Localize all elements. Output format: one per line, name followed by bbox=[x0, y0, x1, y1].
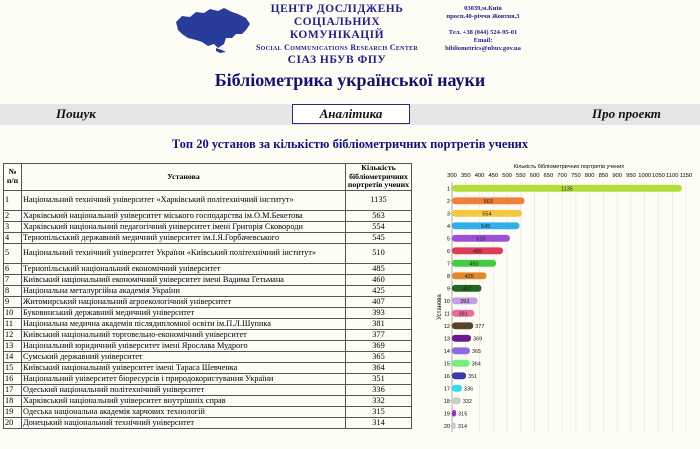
table-row bbox=[4, 190, 412, 210]
org-name-line4: СІАЗ НБУВ ФПУ bbox=[287, 54, 387, 66]
table-row bbox=[4, 274, 412, 285]
row-institution: Національний університет біоресурсів і природокористування України bbox=[22, 373, 346, 384]
page-title: Бібліометрика української науки bbox=[214, 70, 486, 90]
x-tick-label: 550 bbox=[515, 173, 526, 179]
row-count: 336 bbox=[346, 384, 412, 395]
bar bbox=[452, 335, 471, 342]
y-tick-label: 8 bbox=[446, 273, 450, 280]
org-name-line2: СОЦІАЛЬНИХ КОМУНІКАЦІЙ bbox=[289, 16, 385, 41]
y-tick-label: 16 bbox=[443, 373, 450, 380]
row-institution: Національний технічний університет «Харківський політехнічний інститут» bbox=[22, 190, 346, 210]
x-tick-label: 750 bbox=[571, 173, 581, 179]
data-label: 393 bbox=[460, 298, 470, 305]
data-label: 332 bbox=[462, 398, 472, 405]
table-row bbox=[4, 307, 412, 318]
row-count: 315 bbox=[346, 406, 412, 417]
org-name-english: Social Communications Research Center bbox=[255, 43, 419, 52]
row-institution: Національна медична академія післядипломної освіти ім.П.Л.Шупика bbox=[22, 318, 346, 329]
phone-text: Тел. +38 (044) 524-95-01 bbox=[448, 29, 518, 36]
header-count: Кількість бібліометричних портретів учених bbox=[346, 164, 412, 191]
row-count: 314 bbox=[346, 417, 412, 428]
row-count: 369 bbox=[346, 340, 412, 351]
table-row bbox=[4, 232, 412, 243]
address-line1: 03039,м.Київ bbox=[464, 5, 502, 12]
x-tick-label: 800 bbox=[584, 173, 595, 179]
x-tick-label: 1000 bbox=[638, 173, 652, 179]
data-label: 425 bbox=[464, 273, 474, 280]
y-tick-label: 4 bbox=[446, 223, 450, 230]
x-tick-label: 900 bbox=[612, 173, 623, 179]
nav-analytics-link[interactable]: Аналітика bbox=[292, 104, 410, 124]
row-institution: Київський національний економічний університет імені Вадима Гетьмана bbox=[22, 274, 346, 285]
org-name-line1: ЦЕНТР ДОСЛІДЖЕНЬ bbox=[270, 3, 404, 15]
data-label: 554 bbox=[482, 211, 492, 218]
y-tick-label: 10 bbox=[443, 298, 450, 305]
row-count: 460 bbox=[346, 274, 412, 285]
row-institution: Одеська національна академія харчових технологій bbox=[22, 406, 346, 417]
row-institution: Київський національний університет імені Тараса Шевченка bbox=[22, 362, 346, 373]
row-count: 381 bbox=[346, 318, 412, 329]
row-num: 7 bbox=[4, 274, 22, 285]
x-tick-label: 300 bbox=[447, 173, 457, 179]
table-row bbox=[4, 351, 412, 362]
row-count: 485 bbox=[346, 263, 412, 274]
row-institution: Київський національний торговельно-економічний університет bbox=[22, 329, 346, 340]
table-row bbox=[4, 340, 412, 351]
row-count: 332 bbox=[346, 395, 412, 406]
row-num: 8 bbox=[4, 285, 22, 296]
row-num: 18 bbox=[4, 395, 22, 406]
row-count: 351 bbox=[346, 373, 412, 384]
table-row bbox=[4, 285, 412, 296]
data-label: 365 bbox=[471, 348, 482, 355]
bar bbox=[452, 372, 466, 379]
y-tick-label: 3 bbox=[446, 211, 450, 218]
row-institution: Харківський національний університет міського господарства ім.О.М.Бекетова bbox=[22, 210, 346, 221]
y-tick-label: 18 bbox=[443, 398, 450, 405]
bar bbox=[452, 322, 473, 329]
data-label: 336 bbox=[463, 386, 474, 393]
row-num: 6 bbox=[4, 263, 22, 274]
address-line2: просп.40-річчя Жовтня,3 bbox=[446, 13, 520, 20]
row-count: 545 bbox=[346, 232, 412, 243]
bar-chart bbox=[434, 160, 698, 449]
table-header-row bbox=[4, 164, 412, 191]
row-institution: Житомирський національний агроекологічний університет bbox=[22, 296, 346, 307]
table-row bbox=[4, 318, 412, 329]
data-label: 314 bbox=[457, 423, 468, 430]
row-institution: Тернопільський державний медичний університет ім.І.Я.Горбачевського bbox=[22, 232, 346, 243]
table-row bbox=[4, 384, 412, 395]
row-institution: Харківський національний університет внутрішніх справ bbox=[22, 395, 346, 406]
row-num: 1 bbox=[4, 190, 22, 210]
data-label: 485 bbox=[472, 248, 483, 255]
header-institution: Установа bbox=[22, 164, 346, 191]
site-header bbox=[0, 0, 700, 66]
row-num: 2 bbox=[4, 210, 22, 221]
row-num: 13 bbox=[4, 340, 22, 351]
row-institution: Тернопільський національний економічний університет bbox=[22, 263, 346, 274]
section-title: Топ 20 установ за кількістю бібліометричних портретів учених bbox=[171, 137, 529, 151]
row-num: 16 bbox=[4, 373, 22, 384]
table-row bbox=[4, 406, 412, 417]
row-institution: Донецький національний технічний університет bbox=[22, 417, 346, 428]
row-count: 365 bbox=[346, 351, 412, 362]
x-tick-label: 400 bbox=[474, 173, 485, 179]
row-institution: Сумський державний університет bbox=[22, 351, 346, 362]
bar bbox=[452, 397, 461, 404]
data-label: 460 bbox=[469, 261, 479, 268]
x-tick-label: 350 bbox=[460, 173, 471, 179]
table-row bbox=[4, 395, 412, 406]
bar-chart-svg bbox=[434, 160, 698, 449]
y-tick-label: 7 bbox=[446, 261, 450, 268]
x-tick-label: 650 bbox=[543, 173, 554, 179]
table-row bbox=[4, 296, 412, 307]
row-count: 563 bbox=[346, 210, 412, 221]
y-tick-label: 11 bbox=[444, 311, 450, 318]
org-name-block bbox=[252, 3, 422, 67]
row-num: 14 bbox=[4, 351, 22, 362]
bar bbox=[452, 347, 470, 354]
nav-search-link[interactable]: Пошук bbox=[56, 106, 96, 121]
row-num: 10 bbox=[4, 307, 22, 318]
table-row bbox=[4, 362, 412, 373]
row-num: 17 bbox=[4, 384, 22, 395]
y-tick-label: 6 bbox=[446, 248, 450, 255]
chart-title: Кількість бібліометричних портретів учених bbox=[513, 164, 625, 170]
row-num: 19 bbox=[4, 406, 22, 417]
row-count: 407 bbox=[346, 296, 412, 307]
ranking-table bbox=[3, 163, 412, 429]
y-tick-label: 13 bbox=[443, 336, 450, 343]
data-label: 407 bbox=[462, 286, 472, 293]
x-tick-label: 1150 bbox=[679, 173, 693, 179]
data-label: 545 bbox=[481, 223, 491, 230]
y-tick-label: 9 bbox=[446, 286, 450, 293]
y-tick-label: 5 bbox=[446, 236, 450, 243]
x-tick-label: 850 bbox=[598, 173, 609, 179]
row-num: 11 bbox=[4, 318, 22, 329]
email-label: Email: bbox=[473, 37, 493, 44]
row-count: 425 bbox=[346, 285, 412, 296]
data-label: 364 bbox=[471, 361, 481, 368]
row-institution: Національний технічний університет України «Київський політехнічний інститут» bbox=[22, 243, 346, 263]
row-institution: Одеський національний політехнічний університет bbox=[22, 384, 346, 395]
x-tick-label: 500 bbox=[502, 173, 512, 179]
data-label: 377 bbox=[475, 323, 485, 330]
row-institution: Харківський національний педагогічний університет імені Григорія Сковороди bbox=[22, 221, 346, 232]
contact-block bbox=[428, 5, 538, 53]
table-row bbox=[4, 263, 412, 274]
bar bbox=[452, 360, 470, 367]
table-row bbox=[4, 373, 412, 384]
y-tick-label: 12 bbox=[443, 323, 450, 330]
y-axis-label: Установа bbox=[437, 294, 443, 320]
y-tick-label: 20 bbox=[443, 423, 450, 430]
data-label: 381 bbox=[458, 311, 468, 318]
y-tick-label: 17 bbox=[443, 386, 450, 393]
row-count: 510 bbox=[346, 243, 412, 263]
nav-about-link[interactable]: Про проект bbox=[592, 106, 661, 121]
table-row bbox=[4, 417, 412, 428]
table-body bbox=[4, 190, 412, 428]
row-institution: Буковинський державний медичний університет bbox=[22, 307, 346, 318]
row-count: 393 bbox=[346, 307, 412, 318]
table-row bbox=[4, 329, 412, 340]
bar bbox=[452, 385, 462, 392]
y-tick-label: 19 bbox=[443, 411, 450, 418]
row-count: 1135 bbox=[346, 190, 412, 210]
row-num: 20 bbox=[4, 417, 22, 428]
data-label: 315 bbox=[458, 411, 468, 418]
row-num: 3 bbox=[4, 221, 22, 232]
data-label: 369 bbox=[472, 336, 483, 343]
data-label: 510 bbox=[476, 236, 486, 243]
row-num: 9 bbox=[4, 296, 22, 307]
x-tick-label: 450 bbox=[488, 173, 499, 179]
email-link[interactable]: bibliometrics@nbuv.gov.ua bbox=[445, 45, 521, 52]
table-row bbox=[4, 221, 412, 232]
x-tick-label: 950 bbox=[626, 173, 636, 179]
x-tick-label: 1100 bbox=[666, 173, 679, 179]
main-nav bbox=[0, 104, 700, 125]
y-tick-label: 2 bbox=[446, 198, 450, 205]
row-num: 4 bbox=[4, 232, 22, 243]
y-tick-label: 1 bbox=[446, 186, 450, 193]
row-institution: Національний юридичний університет імені Ярослава Мудрого bbox=[22, 340, 346, 351]
row-num: 15 bbox=[4, 362, 22, 373]
x-tick-label: 700 bbox=[557, 173, 567, 179]
row-count: 377 bbox=[346, 329, 412, 340]
x-tick-label: 1050 bbox=[652, 173, 665, 179]
bar bbox=[452, 422, 456, 429]
y-tick-label: 15 bbox=[443, 361, 450, 368]
row-count: 554 bbox=[346, 221, 412, 232]
data-label: 563 bbox=[483, 198, 493, 205]
bar bbox=[452, 410, 456, 417]
ukraine-map-logo bbox=[172, 4, 252, 54]
row-institution: Національна металургійна академія України bbox=[22, 285, 346, 296]
table-row bbox=[4, 243, 412, 263]
data-label: 1135 bbox=[561, 186, 573, 193]
table-row bbox=[4, 210, 412, 221]
y-tick-label: 14 bbox=[443, 348, 450, 355]
header-num: № п/п bbox=[4, 164, 22, 191]
row-num: 5 bbox=[4, 243, 22, 263]
x-tick-label: 600 bbox=[529, 173, 540, 179]
data-label: 351 bbox=[468, 373, 478, 380]
row-count: 364 bbox=[346, 362, 412, 373]
row-num: 12 bbox=[4, 329, 22, 340]
